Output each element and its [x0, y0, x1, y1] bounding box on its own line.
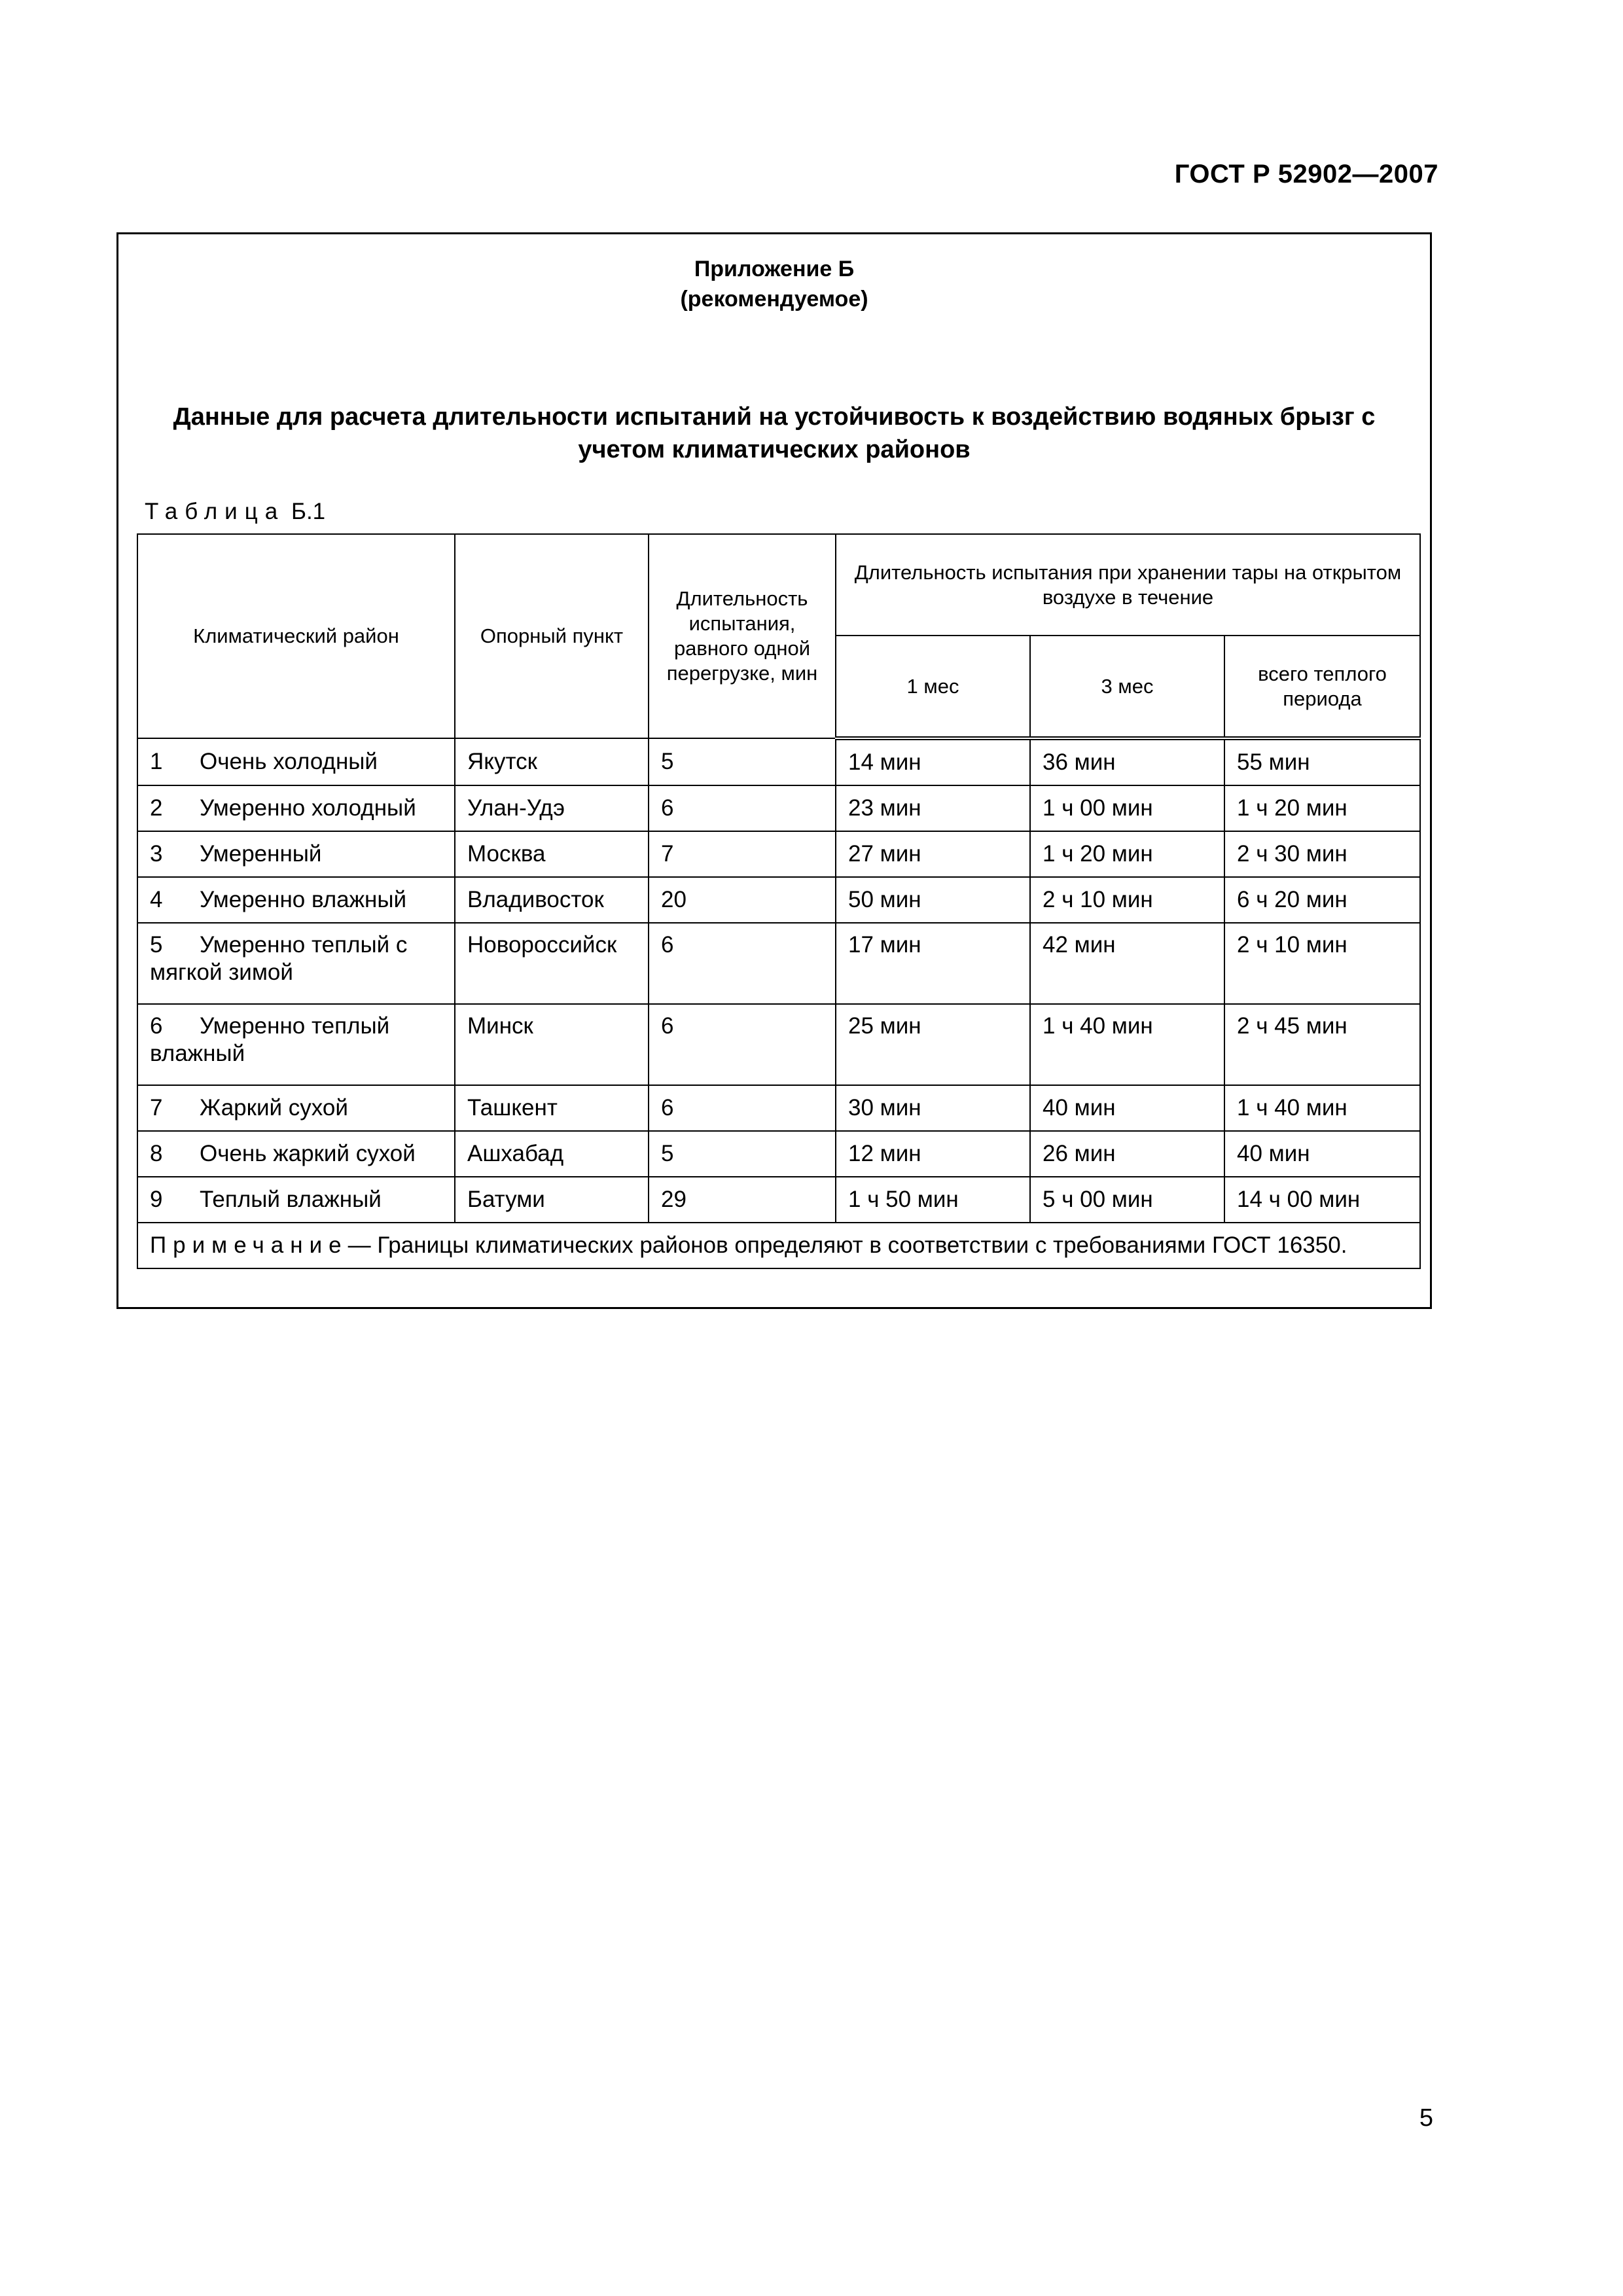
duration-cell: 5: [649, 1131, 836, 1177]
region-name: Очень жаркий сухой: [200, 1141, 416, 1166]
duration-cell: 29: [649, 1177, 836, 1223]
region-name: Умеренно теплый влажный: [150, 1013, 390, 1066]
table-row: [137, 1177, 1420, 1223]
month-1-cell: 50 мин: [836, 877, 1030, 923]
month-1-cell: 30 мин: [836, 1085, 1030, 1131]
page-number: 5: [1419, 2104, 1433, 2132]
season-cell: 6 ч 20 мин: [1224, 877, 1420, 923]
point-cell: Минск: [455, 1004, 649, 1085]
month-3-cell: 36 мин: [1030, 738, 1224, 785]
region-name: Умеренный: [200, 841, 322, 867]
region-cell: [137, 1177, 455, 1223]
region-number: 7: [150, 1095, 163, 1121]
month-1-cell: 17 мин: [836, 923, 1030, 1004]
point-cell: Новороссийск: [455, 923, 649, 1004]
header-1-month: 1 мес: [836, 636, 1030, 738]
data-table: [137, 533, 1421, 1269]
table-row: [137, 1131, 1420, 1177]
duration-cell: 5: [649, 738, 836, 785]
month-3-cell: 1 ч 00 мин: [1030, 785, 1224, 831]
region-name: Умеренно теплый с мягкой зимой: [150, 932, 408, 985]
region-number: 2: [150, 795, 163, 821]
header-3-months: 3 мес: [1030, 636, 1224, 738]
month-3-cell: 26 мин: [1030, 1131, 1224, 1177]
month-1-cell: 23 мин: [836, 785, 1030, 831]
region-number: 5: [150, 932, 163, 958]
region-cell: [137, 1085, 455, 1131]
table-caption-number: Б.1: [291, 499, 326, 524]
table-row: [137, 831, 1420, 877]
point-cell: Ташкент: [455, 1085, 649, 1131]
region-cell: [137, 877, 455, 923]
table-row: [137, 738, 1420, 785]
table-header-row: [137, 534, 1420, 636]
month-3-cell: 5 ч 00 мин: [1030, 1177, 1224, 1223]
month-3-cell: 42 мин: [1030, 923, 1224, 1004]
table-body: [137, 738, 1420, 1223]
season-cell: 40 мин: [1224, 1131, 1420, 1177]
appendix-status: (рекомендуемое): [680, 287, 868, 312]
duration-cell: 6: [649, 1004, 836, 1085]
month-3-cell: 40 мин: [1030, 1085, 1224, 1131]
header-storage-group: Длительность испытания при хранении тары на открытом воздухе в течение: [836, 534, 1420, 636]
season-cell: 2 ч 10 мин: [1224, 923, 1420, 1004]
month-1-cell: 12 мин: [836, 1131, 1030, 1177]
season-cell: 14 ч 00 мин: [1224, 1177, 1420, 1223]
region-number: 4: [150, 887, 163, 912]
region-cell: [137, 1004, 455, 1085]
point-cell: Ашхабад: [455, 1131, 649, 1177]
season-cell: 55 мин: [1224, 738, 1420, 785]
table-note-row: [137, 1223, 1420, 1268]
region-number: 8: [150, 1141, 163, 1166]
table-row: [137, 785, 1420, 831]
region-number: 6: [150, 1013, 163, 1039]
point-cell: Улан-Удэ: [455, 785, 649, 831]
duration-cell: 6: [649, 923, 836, 1004]
region-cell: [137, 1131, 455, 1177]
region-name: Умеренно холодный: [200, 795, 416, 821]
season-cell: 1 ч 20 мин: [1224, 785, 1420, 831]
point-cell: Якутск: [455, 738, 649, 785]
header-region: Климатический район: [137, 534, 455, 738]
table-note: [137, 1223, 1420, 1268]
table-row: [137, 877, 1420, 923]
season-cell: 2 ч 45 мин: [1224, 1004, 1420, 1085]
month-1-cell: 25 мин: [836, 1004, 1030, 1085]
month-1-cell: 27 мин: [836, 831, 1030, 877]
document-code: ГОСТ Р 52902—2007: [1174, 160, 1438, 188]
region-name: Теплый влажный: [200, 1187, 382, 1212]
header-duration: Длительность испытания, равного одной перегрузке, мин: [649, 534, 836, 738]
month-1-cell: 14 мин: [836, 738, 1030, 785]
region-number: 9: [150, 1187, 163, 1212]
appendix-frame: [116, 232, 1432, 1309]
duration-cell: 6: [649, 785, 836, 831]
region-cell: [137, 831, 455, 877]
season-cell: 1 ч 40 мин: [1224, 1085, 1420, 1131]
table-caption-label: Таблица: [145, 499, 285, 524]
region-name: Умеренно влажный: [200, 887, 407, 912]
season-cell: 2 ч 30 мин: [1224, 831, 1420, 877]
month-1-cell: 1 ч 50 мин: [836, 1177, 1030, 1223]
table-caption: [145, 499, 325, 525]
note-label: Примечание: [150, 1232, 348, 1258]
duration-cell: 7: [649, 831, 836, 877]
note-text: — Границы климатических районов определяют в соответствии с требованиями ГОСТ 16350.: [348, 1232, 1347, 1258]
region-name: Очень холодный: [200, 749, 378, 774]
appendix-title: Данные для расчета длительности испытаний на устойчивость к воздействию водяных брызг с учетом климатических районов: [173, 403, 1376, 463]
month-3-cell: 1 ч 20 мин: [1030, 831, 1224, 877]
month-3-cell: 2 ч 10 мин: [1030, 877, 1224, 923]
region-cell: [137, 738, 455, 785]
region-name: Жаркий сухой: [200, 1095, 348, 1121]
table-row: [137, 1004, 1420, 1085]
point-cell: Владивосток: [455, 877, 649, 923]
point-cell: Москва: [455, 831, 649, 877]
table-row: [137, 923, 1420, 1004]
month-3-cell: 1 ч 40 мин: [1030, 1004, 1224, 1085]
duration-cell: 20: [649, 877, 836, 923]
header-point: Опорный пункт: [455, 534, 649, 738]
appendix-label: Приложение Б: [694, 257, 855, 281]
region-number: 1: [150, 749, 163, 774]
duration-cell: 6: [649, 1085, 836, 1131]
point-cell: Батуми: [455, 1177, 649, 1223]
region-cell: [137, 923, 455, 1004]
region-number: 3: [150, 841, 163, 867]
region-cell: [137, 785, 455, 831]
table-row: [137, 1085, 1420, 1131]
header-warm-season: всего теплого периода: [1224, 636, 1420, 738]
